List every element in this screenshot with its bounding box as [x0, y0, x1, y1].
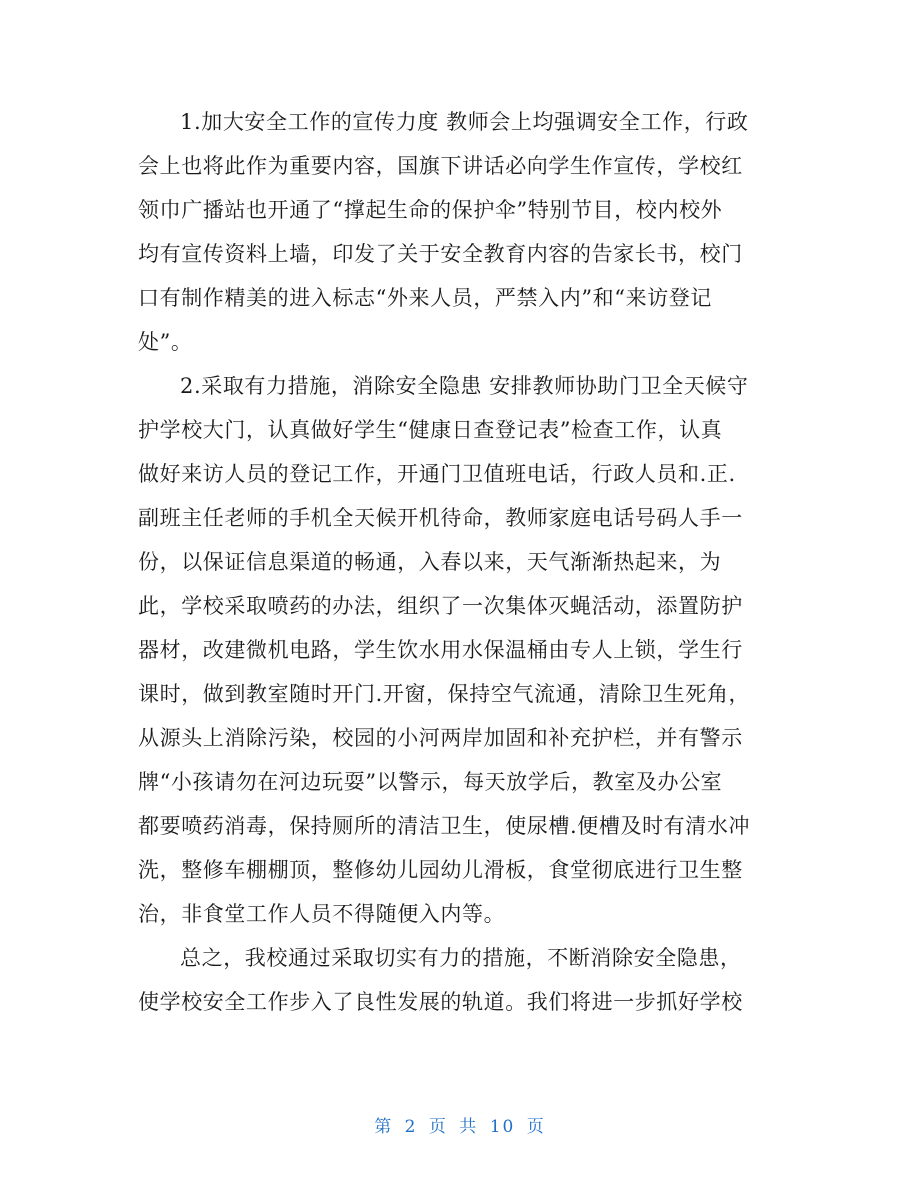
paragraph-2-line-8: 课时，做到教室随时开门.开窗，保持空气流通，清除卫生死角， [138, 682, 751, 706]
paragraph-2-line-3: 做好来访人员的登记工作，开通门卫值班电话，行政人员和.正. [138, 462, 736, 486]
paragraph-2-line-4: 副班主任老师的手机全天候开机待命，教师家庭电话号码人手一 [138, 506, 743, 530]
footer-total-label: 页 [526, 1117, 546, 1137]
paragraph-1-line-1: 1.加大安全工作的宣传力度 教师会上均强调安全工作，行政 [180, 110, 749, 134]
paragraph-2-line-7: 器材，改建微机电路，学生饮水用水保温桶由专人上锁，学生行 [138, 638, 743, 662]
page-footer [0, 1112, 920, 1137]
paragraph-3-line-2: 使学校安全工作步入了良性发展的轨道。我们将进一步抓好学校 [138, 990, 743, 1014]
footer-total-prefix: 共 [459, 1117, 479, 1137]
footer-total-pages: 10 [489, 1117, 516, 1137]
document-body [138, 100, 778, 1024]
paragraph-2-line-1: 2.采取有力措施，消除安全隐患 安排教师协助门卫全天候守 [180, 374, 749, 398]
footer-page-prefix: 第 [374, 1117, 394, 1137]
paragraph-1-line-3: 领巾广播站也开通了“撑起生命的保护伞”特别节目，校内校外 [138, 198, 723, 222]
paragraph-2-line-10: 牌“小孩请勿在河边玩耍”以警示，每天放学后，教室及办公室 [138, 770, 723, 794]
paragraph-1-line-2: 会上也将此作为重要内容，国旗下讲话必向学生作宣传，学校红 [138, 154, 743, 178]
paragraph-1-line-4: 均有宣传资料上墙，印发了关于安全教育内容的告家长书，校门 [138, 242, 743, 266]
paragraph-2-line-13: 治，非食堂工作人员不得随便入内等。 [138, 902, 506, 926]
paragraph-2-line-2: 护学校大门，认真做好学生“健康日查登记表”检查工作，认真 [138, 418, 723, 442]
paragraph-1-line-5: 口有制作精美的进入标志“外来人员，严禁入内”和“来访登记 [138, 286, 713, 310]
paragraph-2-line-9: 从源头上消除污染，校园的小河两岸加固和补充护栏，并有警示 [138, 726, 743, 750]
paragraph-2-line-5: 份，以保证信息渠道的畅通，入春以来，天气渐渐热起来，为 [138, 550, 722, 574]
footer-page-label: 页 [428, 1117, 448, 1137]
paragraph-1-line-6: 处”。 [138, 330, 193, 354]
paragraph-2-line-11: 都要喷药消毒，保持厕所的清洁卫生，使尿槽.便槽及时有清水冲 [138, 814, 751, 838]
paragraph-2-line-6: 此，学校采取喷药的办法，组织了一次集体灭蝇活动，添置防护 [138, 594, 743, 618]
paragraph-3-line-1: 总之，我校通过采取切实有力的措施，不断消除安全隐患， [180, 946, 742, 970]
footer-page-number: 2 [404, 1117, 418, 1137]
paragraph-2-line-12: 洗，整修车棚棚顶，整修幼儿园幼儿滑板，食堂彻底进行卫生整 [138, 858, 743, 882]
